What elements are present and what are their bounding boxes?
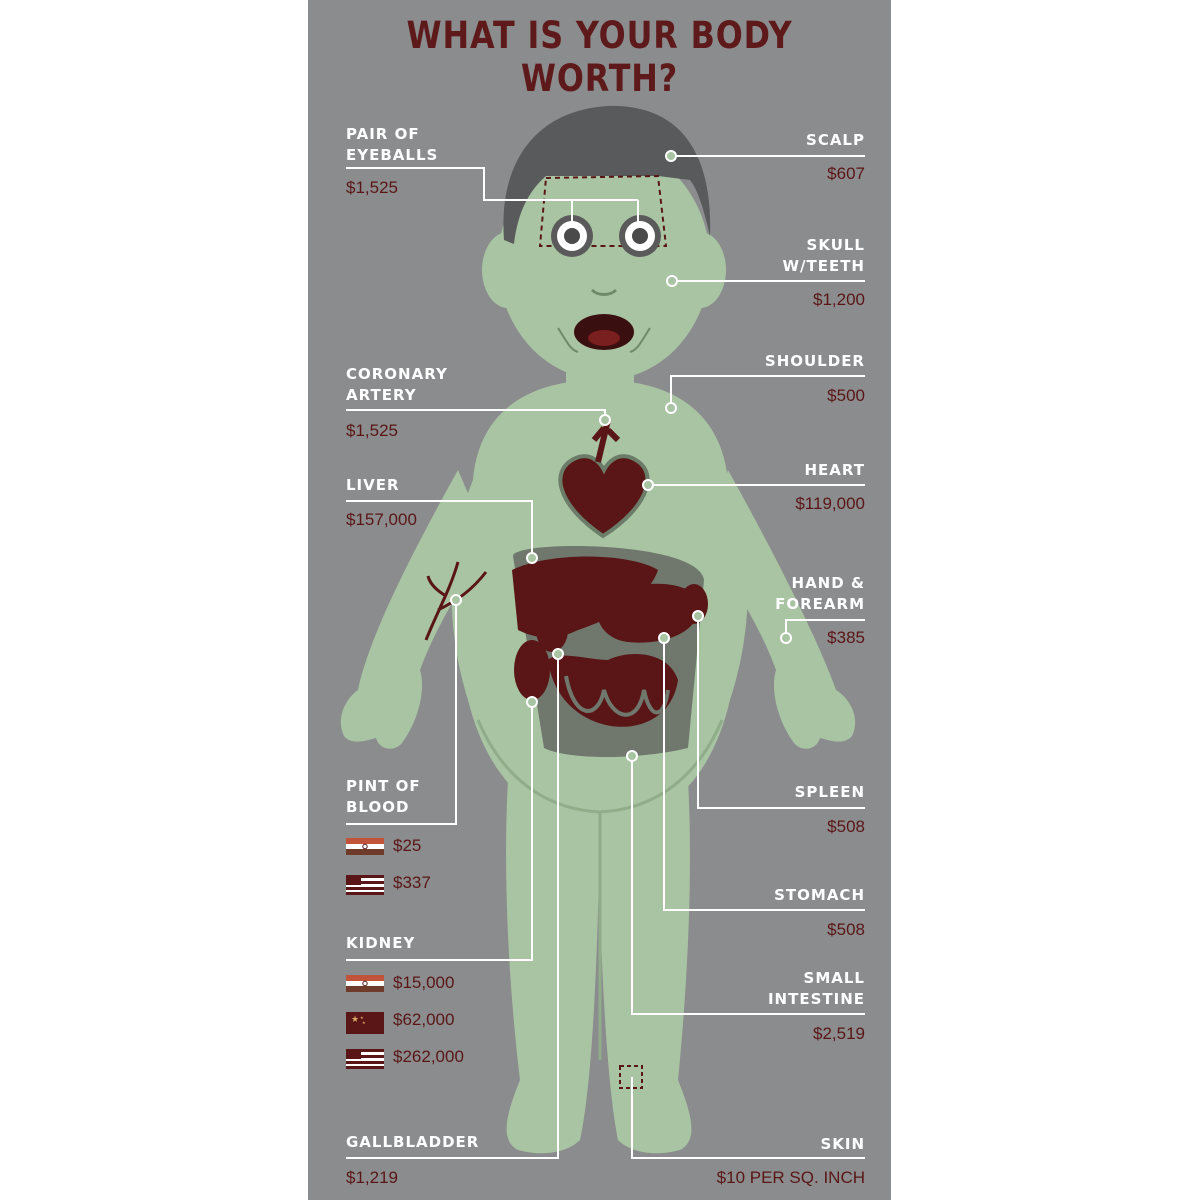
right-leg	[598, 780, 691, 1153]
skin-label: SKIN	[820, 1135, 865, 1153]
heart-label: HEART	[804, 461, 865, 479]
kidney	[514, 640, 550, 700]
liver-price: $157,000	[346, 510, 417, 529]
stomach-price: $508	[827, 920, 865, 939]
scalp-label: SCALP	[806, 131, 865, 149]
india-flag-icon	[346, 975, 384, 992]
svg-text:★: ★	[362, 1020, 366, 1025]
spleen-price: $508	[827, 817, 865, 836]
infographic-poster: WHAT IS YOUR BODY WORTH? PAIR OF EYEBALLS $1,525 CORONARY ARTERY $1,525 LIVER $157,000 PINT OF BLOOD $25 $337 KIDNEY $15,000 ★ ★ ★ $62,000 $262,000 GALLBLADDER $1,219 SCALP $607 SKULL W/TEETH $1,200 SHOULDER $500 HEART $119,000 HAND & FOREARM $385 SPLEEN $508 STOMACH $508 SMALL INTESTINE $2,519 SKIN $10 PER SQ. INCH	[308, 0, 891, 1200]
hand-forearm-label: HAND & FOREARM	[775, 574, 865, 613]
heart-price: $119,000	[795, 494, 865, 513]
hand-forearm-price: $385	[827, 628, 865, 647]
usa-flag-icon	[346, 875, 384, 895]
eyeballs-price: $1,525	[346, 178, 398, 197]
gallbladder-label: GALLBLADDER	[346, 1133, 480, 1151]
india-flag-icon	[346, 838, 384, 855]
scalp-price: $607	[827, 164, 865, 183]
page-title: WHAT IS YOUR BODY WORTH?	[406, 14, 793, 100]
skull-label: SKULL W/TEETH	[782, 236, 865, 275]
gallbladder-price: $1,219	[346, 1168, 398, 1187]
liver-label: LIVER	[346, 476, 400, 494]
left-leg	[506, 780, 600, 1153]
stomach-label: STOMACH	[774, 886, 865, 904]
skin-price: $10 PER SQ. INCH	[716, 1168, 865, 1187]
coronary-artery-label: CORONARY ARTERY	[346, 365, 448, 404]
china-flag-icon	[346, 1012, 384, 1034]
shoulder-price: $500	[827, 386, 865, 405]
spleen-label: SPLEEN	[794, 783, 865, 801]
svg-text:★: ★	[351, 1015, 360, 1025]
svg-text:★: ★	[360, 1015, 364, 1020]
blood-label: PINT OF BLOOD	[346, 777, 421, 816]
skull-price: $1,200	[813, 290, 865, 309]
shoulder-label: SHOULDER	[764, 352, 865, 370]
kidney-label: KIDNEY	[346, 934, 416, 952]
small-intestine-label: SMALL INTESTINE	[767, 969, 865, 1008]
eyeballs-label: PAIR OF EYEBALLS	[346, 125, 439, 164]
small-intestine-price: $2,519	[813, 1024, 865, 1043]
coronary-artery-price: $1,525	[346, 421, 398, 440]
usa-flag-icon	[346, 1049, 384, 1069]
